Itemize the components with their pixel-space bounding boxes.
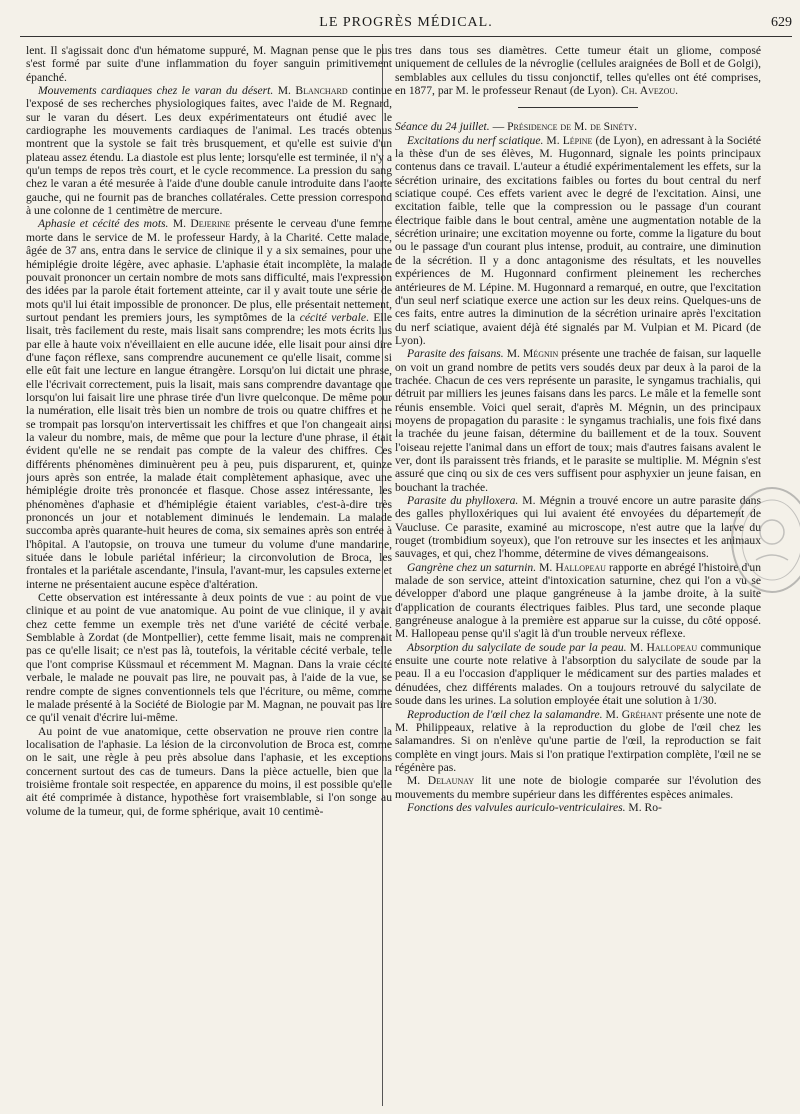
paragraph: Parasite des faisans. M. Mégnin présente une trachée de faisan, sur laquelle on voit un grand nombre de petits vers soudés deux par deux à la paroi de la trachée. Chacun de ces vers représente un parasite, le syngamus trachialis, qui détruit par milliers les jeunes faisans dans les parcs. Le mâle et la femelle sont réunis ensemble. Voici quel serait, d'après M. Mégnin, un des principaux moyens de propagation du parasite : le syngamus trachialis, une fois fixé dans la trachée du jeune faisan, détermine du baillement et de la toux. Souvent l'oiseau rejette l'animal dans un effort de toux; mais d'autres faisans avalent le ver, dont ils paraissent très friands, et le parasite se multiplie. M. Mégnin s'est assuré que cinq ou six de ces vers suffisent pour asphyxier un jeune faisan, en bouchant la trachée. (395, 347, 761, 494)
paragraph-text: lit une note de biologie comparée sur l'évolution des mouvements du membre supérieur dans les différentes espèces animales. (395, 774, 761, 801)
paragraph-text: tres dans tous ses diamètres. Cette tumeur était un gliome, composé uniquement de cellules de la névroglie (cellules araignées de Boll et de Golgi), semblables aux cellules du tissu conjonctif, telles qu'elles ont été comprises, en 1877, par M. le professeur Renaut (de Lyon). (395, 44, 761, 98)
paragraph: Aphasie et cécité des mots. M. Dejerine présente le cerveau d'une femme morte dans le service de M. le professeur Hardy, à la Charité. Cette malade, âgée de 37 ans, entra dans le service de clinique il y a six semaines, pour une hémiplégie droite légère, avec aphasie. L'aphasie était incomplète, la malade pouvait prononcer un certain nombre de mots sans difficulté, mais l'expression des idées par la parole était fortement atteinte, car il y avait toute une série de mots qu'il lui était impossible de prononcer. De plus, elle présentait nettement, surtout pendant les premiers jours, les symptômes de la cécité verbale. Elle lisait, très facilement du reste, mais lisait sans comprendre; les mots écrits lus par elle à haute voix n'éveillaient en elle aucune idée, elle lisait pour ainsi dire d'une façon réflexe, sans comprendre aucunement ce qu'elle lisait, comme si elle eût fait une lecture en langue étrangère. Lorsqu'on lui dictait une phrase, elle l'écrivait correctement, puis la lisait, mais sans comprendre davantage que lorsqu'on lui faisait lire une phrase tirée d'un livre quelconque. De même pour la numération, elle lisait très bien un nombre de trois ou quatre chiffres et ne se trompait pas lorsqu'on intervertissait les chiffres et que l'on changeait ainsi la valeur du nombre, mais, de même que pour la lecture d'une phrase, il était évident qu'elle ne se rendait pas compte de la valeur des chiffres. Ces différents phénomènes diminuèrent peu à peu, puis disparurent, et, quinze jours après son entrée, la malade était complètement aphasique, avec une hémiplégie droite très prononcée et flasque. Chose assez intéressante, les phénomènes d'aphasie et d'hémiplégie étaient variables, c'est-à-dire très prononcés un jour et notablement diminués le lendemain. La malade succomba après quarante-huit heures de coma, six semaines après son entrée à l'hôpital. A l'autopsie, on trouva une tumeur du volume d'une mandarine, située dans le lobule pariétal inférieur; la circonvolution de Broca, les frontales et la pariétale ascendante, l'insula, l'avant-mur, les capsules externe et interne ne présentaient aucune espèce d'altération. (26, 217, 392, 591)
section-separator (518, 107, 638, 108)
signature: Ch. Avezou. (621, 84, 679, 98)
section-title: Fonctions des valvules auriculo-ventriculaires. (407, 800, 626, 814)
paragraph-text: M. Ro- (628, 800, 662, 814)
section-title: Aphasie et cécité des mots. (38, 217, 169, 231)
paragraph-text: communique ensuite une courte note relative à l'absorption du salycilate de soude par la peau. Il a eu l'occasion d'appliquer le médicament sur des parties malades et dénudées, chez différents malades. On a toujours retrouvé du salycilate de soude dans les urines. La solution employée était une solution à (395, 640, 761, 708)
author-name: Blanchard (295, 84, 348, 98)
paragraph-text: M. Mégnin a trouvé encore un autre parasite dans des galles phylloxériques qui lui avaient été envoyées du département de Vaucluse. Ce parasite, examiné au microscope, n'est autre que la larve du rouget (trombidium soyeux), que l'on retrouve sur les insectes et les animaux sauvages, et qui, chez l'homme, détermine de vives démangeaisons. (395, 494, 761, 561)
paragraph-text: rapporte en abrégé l'histoire d'un malade de son service, atteint d'intoxication saturnine, chez qui l'on a vu se développer d'abord une plaque gangréneuse à la jambe droite, à la suite d'application de courants électriques faibles. Plus tard, une seconde plaque gangréneuse analogue à la première est apparue sur la cuisse, du côté opposé. M. Hallopeau pense qu'il s'agit là d'un trouble nerveux réflexe. (395, 560, 761, 641)
paragraph: Excitations du nerf sciatique. M. Lépine (de Lyon), en adressant à la Société la thèse d'un de ses élèves, M. Hugonnard, signale les points principaux contenus dans ce travail. L'auteur a étudié expérimentalement les effets, sur la sécrétion urinaire, des excitations faibles ou fortes du bout central du nerf sciatique coupé. Ces effets varient avec le degré de l'excitation. Ainsi, une excitation faible, telle que la compression ou le passage d'un courant électrique faible dans le bout central, amène une augmentation notable de la sécrétion urinaire; une excitation moyenne ou forte, comme la ligature du bout ou le passage d'un courant plus intense, produit, au contraire, une diminution de la sécrétion. Il y a donc antagonisme des résultats, et les nouvelles expériences de M. Hugonnard confirment pleinement les recherches antérieures de M. Lépine. M. Hugonnard a remarqué, en outre, que l'excitation d'un seul nerf sciatique exerce une action sur les deux reins. Quelques-uns de ces faits, entre autres la diminution de la sécrétion urinaire après l'excitation du nerf sciatique, avaient déjà été signalés par M. Vulpian et M. Picard (de Lyon). (395, 133, 761, 347)
paragraph (395, 44, 761, 97)
section-title: Mouvements cardiaques chez le varan du désert. (38, 84, 274, 98)
paragraph-text: continue l'exposé de ses recherches physiologiques faites, avec l'aide de M. Regnard, sur le varan du désert. Les deux expérimentateurs ont étudié avec le cardiographe les mouvements cardiaques de l'animal. Les tracés obtenus montrent que la systole se fait très brusquement, et qu'elle est suivie d'un plateau assez étendu. La diastole est plus lente; lorsqu'elle est terminée, il n'y a qu'un temps de repos très court, et le cycle recommence. La pression du sang chez le varan a été mesurée à l'aide d'une double canule introduite dans l'aorte gauche, qui ne fournit pas de branches collatérales. Cette pression correspond à une colonne de 1 centimètre de mercure. (26, 84, 392, 218)
paragraph: Mouvements cardiaques chez le varan du désert. M. Blanchard continue l'exposé de ses recherches physiologiques faites, avec l'aide de M. Regnard, sur le varan du désert. Les deux expérimentateurs ont étudié avec le cardiographe les mouvements cardiaques de l'animal. Les tracés obtenus montrent que la systole se fait très brusquement, et qu'elle est suivie d'un plateau assez étendu. La diastole est plus lente; lorsqu'elle est terminée, il n'y a qu'un temps de repos très court, et le cycle recommence. La pression du sang chez le varan a été mesurée à l'aide d'une double canule introduite dans l'aorte gauche, qui ne fournit pas de branches collatérales. Cette pression correspond à une colonne de 1 centimètre de mercure. (26, 84, 392, 218)
section-title: Gangrène chez un saturnin. (407, 560, 537, 574)
section-title: Reproduction de l'œil chez la salamandre. (407, 707, 603, 721)
paragraph: Absorption du salycilate de soude par la peau. M. Hallopeau communique ensuite une courte note relative à l'absorption du salycilate de soude par la peau. Il a eu l'occasion d'appliquer le médicament sur des parties malades et dénudées, chez différents malades. On a toujours retrouvé du salycilate de soude dans les urines. La solution employée était une solution à 1/30. (395, 640, 761, 708)
author-name: Hallopeau (555, 560, 606, 574)
paragraph: Cette observation est intéressante à deux points de vue : au point de vue clinique et au point de vue anatomique. Au point de vue clinique, il y avait chez cette femme un exemple très net d'une variété de cécité verbale. Semblable à Zordat (de Montpellier), cette femme lisait, mais ne comprenait pas ce qu'elle lisait; ce n'est pas là, toutefois, la véritable cécité verbale, telle que l'ont comprise Küssmaul et récemment M. Magnan. Dans la vraie cécité verbale, le malade ne pouvait pas lire, ne pouvait pas, à l'aide de la vue, se rendre compte de signes conventionnels tels que l'écriture, ou même, comme le malade présenté à la Société de Biologie par M. Magnan, ne pouvait pas lire ce qu'il venait d'écrire lui-même. (26, 591, 392, 725)
section-title: Parasite des faisans. (407, 347, 504, 361)
section-title: Absorption du salycilate de soude par la peau. (407, 640, 627, 654)
session-date: Séance du 24 juillet. (395, 120, 490, 134)
page-header (20, 6, 792, 37)
author-name: Hallopeau (646, 640, 698, 654)
fraction: 1/30 (693, 694, 714, 708)
paragraph-text: présente une note de M. Philippeaux, relative à la reproduction du globe de l'œil chez les salamandres. Si on n'enlève qu'une partie de l'œil, la reproduction se fait complète en vingt jours. Mais si l'on pratique l'extirpation complète, l'œil ne se régénère pas. (395, 707, 761, 774)
session-heading (395, 120, 761, 133)
paragraph-text: présente une trachée de faisan, sur laquelle on voit un grand nombre de petits vers soudés deux par deux à la paroi de la trachée. Chacun de ces vers représente un parasite, le syngamus trachialis, qui détruit par milliers les jeunes faisans dans les parcs. Le mâle et la femelle sont réunis ensemble. Voici quel serait, d'après M. Mégnin, un des principaux moyens de propagation du parasite : le syngamus trachialis, une fois fixé dans la trachée du jeune faisan, détermine du baillement et de la toux. Souvent l'oiseau rejette l'animal dans un effort de toux; mais d'autres faisans avalent le ver, dont ils paraissent très friands, et le parasite se multiplie. M. Mégnin s'est assuré que cinq ou six de ces vers suffisent pour asphyxier un jeune faisan, en bouchant la trachée. (395, 347, 761, 494)
author-name: Lépine (562, 133, 593, 147)
paragraph: M. Delaunay lit une note de biologie comparée sur l'évolution des mouvements du membre supérieur dans les différentes espèces animales. (395, 774, 761, 801)
right-column (395, 44, 761, 1108)
paragraph-text: présente le cerveau d'une femme morte dans le service de M. le professeur Hardy, à la Charité. Cette malade, âgée de 37 ans, entra dans le service de clinique il y a six semaines, pour une hémiplégie droite légère, avec aphasie. L'aphasie était incomplète, la malade pouvait prononcer un certain nombre de mots sans difficulté, mais l'expression des idées par la parole était fortement atteinte, car il y avait toute une série de mots qu'il lui était impossible de prononcer. De plus, elle présentait nettement, surtout pendant les premiers jours, les symptômes de la (26, 217, 392, 324)
library-stamp-icon (712, 470, 800, 610)
paragraph: lent. Il s'agissait donc d'un hématome suppuré, M. Magnan pense que le pus s'est formé par suite d'une inflammation du foyer sanguin primitivement épanché. (26, 44, 392, 84)
section-title: Excitations du nerf sciatique. (407, 133, 544, 147)
paragraph: Au point de vue anatomique, cette observation ne prouve rien contre la localisation de l'aphasie. La lésion de la circonvolution de Broca est, comme on le sait, une règle à peu près absolue dans l'aphasie, et les exceptions concernent surtout des cas de tumeurs. Dans la pièce actuelle, bien que la troisième frontale soit respectée, en apparence du moins, il est possible qu'elle ait été comprimée à distance, hypothèse fort vraisemblable, si l'on songe au volume de la tumeur, qui, de forme sphérique, avait 10 centimè- (26, 724, 392, 818)
paragraph: Gangrène chez un saturnin. M. Hallopeau rapporte en abrégé l'histoire d'un malade de son service, atteint d'intoxication saturnine, chez qui l'on a vu se développer d'abord une plaque gangréneuse à la jambe droite, à la suite d'application de courants électriques faibles. Plus tard, une seconde plaque gangréneuse analogue à la première est apparue sur la cuisse, du côté opposé. M. Hallopeau pense qu'il s'agit là d'un trouble nerveux réflexe. (395, 560, 761, 641)
left-column (26, 44, 392, 1108)
author-name: Dejerine (190, 217, 231, 231)
session-presidence: — Présidence de M. de Sinéty. (492, 120, 637, 134)
journal-title: LE PROGRÈS MÉDICAL. (319, 15, 493, 30)
paragraph (395, 494, 761, 561)
author-name: Gréhant (621, 707, 663, 721)
paragraph-text: . Elle lisait, très facilement du reste, mais lisait sans comprendre; les mots écrits lus par elle à haute voix n'éveillaient en elle aucune idée, elle lisait pour ainsi dire d'une façon réflexe, sans comprendre aucunement ce qu'elle lisait, comme si elle eût fait une lecture en langue étrangère. Lorsqu'on lui dictait une phrase, elle l'écrivait correctement, puis la lisait, mais sans comprendre davantage que lorsqu'on lui faisait lire une phrase tirée d'un livre quelconque. De même pour la numération, elle lisait très bien un nombre de trois ou quatre chiffres et ne se trompait pas lorsqu'on intervertissait les chiffres et que l'on changeait ainsi la valeur du nombre, mais, de même que pour la lecture d'une phrase, il était évident qu'elle ne se rendait pas compte de la valeur des chiffres. Ces différents phénomènes diminuèrent peu à peu, puis disparurent, et, quinze jours après son entrée, la malade était complètement aphasique, avec une hémiplégie droite très prononcée et flasque. Chose assez intéressante, les phénomènes d'aphasie et d'hémiplégie étaient variables, c'est-à-dire très prononcés un jour et notablement diminués le lendemain. La malade succomba après quarante-huit heures de coma, six semaines après son entrée à l'hôpital. A l'autopsie, on trouva une tumeur du volume d'une mandarine, située dans le lobule pariétal inférieur; la circonvolution de Broca, les frontales et la pariétale ascendante, l'insula, l'avant-mur, les capsules externe et interne ne présentaient aucune espèce d'altération. (26, 310, 392, 591)
section-title: Parasite du phylloxera. (407, 494, 519, 507)
author-name: Delaunay (427, 774, 475, 788)
author-name: Mégnin (523, 347, 559, 361)
paragraph: Reproduction de l'œil chez la salamandre. M. Gréhant présente une note de M. Philippeaux, relative à la reproduction du globe de l'œil chez les salamandres. Si on n'enlève qu'une partie de l'œil, la reproduction se fait complète en vingt jours. Mais si l'on pratique l'extirpation complète, l'œil ne se régénère pas. (395, 707, 761, 774)
paragraph-text: (de Lyon), en adressant à la Société la thèse d'un de ses élèves, M. Hugonnard, signale les points principaux contenus dans ce travail. L'auteur a étudié expérimentalement les effets, sur la sécrétion urinaire, des excitations faibles ou fortes du bout central du nerf sciatique coupé. Ces effets varient avec le degré de l'excitation. Ainsi, une excitation faible, telle que la compression ou le passage d'un courant électrique faible dans le bout central, amène une augmentation notable de la sécrétion urinaire; une excitation moyenne ou forte, comme la ligature du bout ou le passage d'un courant plus intense, produit, au contraire, une diminution de la sécrétion. Il y a donc antagonisme des résultats, et les nouvelles expériences de M. Hugonnard confirment pleinement les recherches antérieures de M. Lépine. M. Hugonnard a remarqué, en outre, que l'excitation d'un seul nerf sciatique exerce une action sur les deux reins. Quelques-uns de ces faits, entre autres la diminution de la sécrétion urinaire après l'excitation du nerf sciatique, avaient déjà été signalés par M. Vulpian et M. Picard (de Lyon). (395, 133, 761, 347)
page-number: 629 (771, 15, 792, 30)
paragraph (395, 801, 761, 814)
emphasis: cécité verbale (299, 310, 366, 324)
